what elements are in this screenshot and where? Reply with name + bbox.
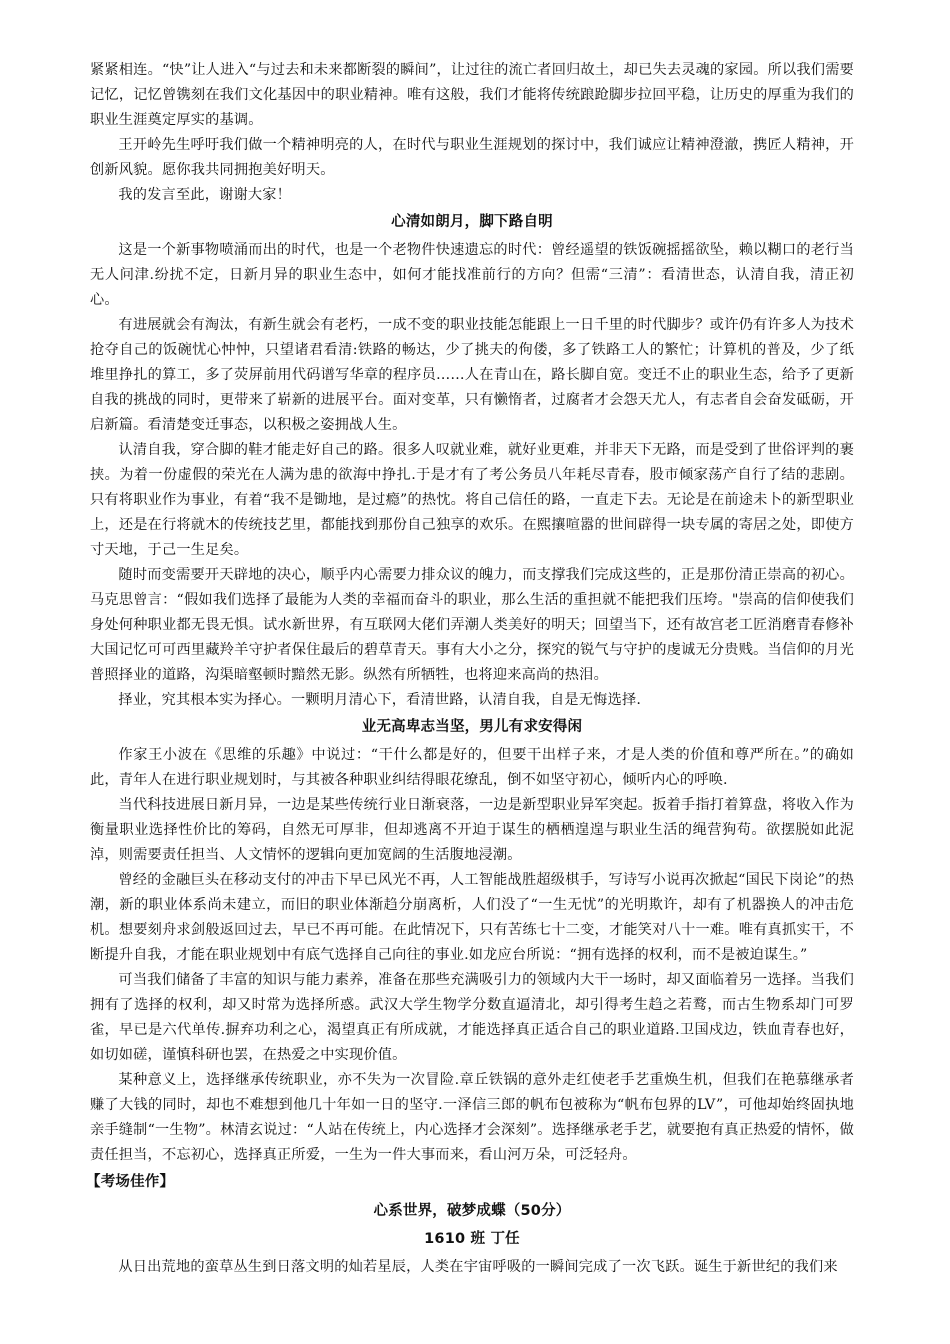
- essay-title-1: 心清如朗月，脚下路自明: [391, 214, 553, 230]
- paragraph: 曾经的金融巨头在移动支付的冲击下早已风光不再，人工智能战胜超级棋手，写诗写小说再次掀起“国民下岗论”的热潮，新的职业体系尚未建立，而旧的职业体渐趋分崩离析，人们没了“一生无忧”的光明欺许，却有了机器换人的冲击危机。想要刻舟求剑般返回过去，早已不再可能。在此情况下，只有苦练七十二变，才能笑对八十一难。唯有真抓实干，不断提升自我，才能在职业规划中有底气选择自己向往的事业.如龙应台所说：“拥有选择的权利，而不是被迫谋生。”: [90, 872, 854, 963]
- paragraph: 当代科技进展日新月异，一边是某些传统行业日渐衰落，一边是新型职业异军突起。扳着手指打着算盘，将收入作为衡量职业选择性价比的筹码，自然无可厚非，但却逃离不开迫于谋生的栖栖遑遑与职业生活的绳营狗苟。欲摆脱如此泥淖，则需要责任担当、人文情怀的逻辑向更加宽阔的生活腹地浸潮。: [90, 797, 854, 863]
- paragraph: 这是一个新事物喷涌而出的时代，也是一个老物件快速遗忘的时代：曾经遥望的铁饭碗摇摇欲坠，赖以糊口的老行当无人问津.纷扰不定，日新月异的职业生态中，如何才能找准前行的方向？但需“三清”：看清世态，认清自我，清正初心。: [90, 242, 854, 308]
- paragraph: 认清自我，穿合脚的鞋才能走好自己的路。很多人叹就业难，就好业更难，并非天下无路，而是受到了世俗评判的裹挟。为着一份虚假的荣光在人满为患的欲海中挣扎.于是才有了考公务员八年耗尽青春，股市倾家荡产自行了结的悲剧。只有将职业作为事业，有着“我不是锄地，是过瘾”的热忱。将自己信任的路，一直走下去。无论是在前途未卜的新型职业上，还是在行将就木的传统技艺里，都能找到那份自己独享的欢乐。在熙攘喧嚣的世间辟得一块专属的寄居之处，即使方寸天地，于己一生足矣。: [90, 442, 854, 558]
- paragraph: 可当我们储备了丰富的知识与能力素养，准备在那些充满吸引力的领域内大干一场时，却又面临着另一选择。当我们拥有了选择的权利，却又时常为选择所惑。武汉大学生物学分数直逼清北，却引得考生趋之若鹜，而古生物系却门可罗雀，早已是六代单传.摒弃功利之心，渴望真正有所成就，才能选择真正适合自己的职业道路.卫国戍边，铁血青春也好，如切如磋，谨慎科研也罢，在热爱之中实现价值。: [90, 972, 854, 1063]
- paragraph: 择业，究其根本实为择心。一颗明月清心下，看清世路，认清自我，自是无悔选择.: [118, 692, 642, 708]
- paragraph: 从日出荒地的蛮草丛生到日落文明的灿若星辰，人类在宇宙呼吸的一瞬间完成了一次飞跃。诞生于新世纪的我们来: [118, 1259, 838, 1275]
- essay-title-3: 心系世界，破梦成蝶（50分）: [373, 1203, 571, 1219]
- paragraph: 某种意义上，选择继承传统职业，亦不失为一次冒险.章丘铁锅的意外走红使老手艺重焕生机，但我们在艳慕继承者赚了大钱的同时，却也不难想到他几十年如一日的坚守.一泽信三郎的帆布包被称为“帆布包界的LV”，可他却始终固执地亲手缝制“一生物”。林清玄说过：“人站在传统上，内心选择才会深刻”。选择继承老手艺，就要抱有真正热爱的情怀，做责任担当，不忘初心，选择真正所爱，一生为一件大事而来，看山河万朵，可泛轻舟。: [90, 1072, 854, 1163]
- essay-title-2: 业无高卑志当坚，男儿有求安得闲: [361, 719, 583, 735]
- paragraph-continued: 紧紧相连。“快”让人进入“与过去和未来都断裂的瞬间”，让过往的流亡者回归故土，却已失去灵魂的家园。所以我们需要记忆，记忆曾镌刻在我们文化基因中的职业精神。唯有这般，我们才能将传统踉跄脚步拉回平稳，让历史的厚重为我们的职业生涯奠定厚实的基调。: [90, 62, 854, 128]
- paragraph: 有进展就会有淘汰，有新生就会有老朽，一成不变的职业技能怎能跟上一日千里的时代脚步？或许仍有许多人为技术抢夺自己的饭碗忧心忡忡，只望诸君看清:铁路的畅达，少了挑夫的佝偻，多了铁路工人的繁忙；计算机的普及，少了纸堆里挣扎的算工，多了荧屏前用代码谱写华章的程序员……人在青山在，路长脚自宽。变迁不止的职业生态，给予了更新自我的挑战的同时，更带来了崭新的进展平台。面对变革，只有懒惰者，过腐者才会怨天尤人，有志者自会奋发砥砺，开启新篇。看清楚变迁事态，以积极之姿拥战人生。: [90, 317, 854, 433]
- section-label: 【考场佳作】: [86, 1174, 175, 1190]
- paragraph: 随时而变需要开天辟地的决心，顺乎内心需要力排众议的魄力，而支撑我们完成这些的，正是那份清正崇高的初心。马克思曾言：“假如我们选择了最能为人类的幸福而奋斗的职业，那么生活的重担就不能把我们压垮。"崇高的信仰使我们身处何种职业都无畏无惧。试水新世界，有互联网大佬们弄潮人类美好的明天；回望当下，还有故宫老工匠消磨青春修补大国记忆可可西里藏羚羊守护者保住最后的碧草青天。事有大小之分，探究的锐气与守护的虔诚无分贵贱。当信仰的月光普照择业的道路，沟渠暗壑顿时黯然无影。纵然有所牺牲，也将迎来高尚的热泪。: [90, 567, 854, 683]
- paragraph: 作家王小波在《思维的乐趣》中说过：“干什么都是好的，但要干出样子来，才是人类的价值和尊严所在。”的确如此，青年人在进行职业规划时，与其被各种职业纠结得眼花缭乱，倒不如坚守初心，倾听内心的呼唤.: [90, 747, 854, 788]
- paragraph-closing: 我的发言至此，谢谢大家！: [118, 187, 292, 203]
- essay-author: 1610 班 丁任: [424, 1231, 520, 1247]
- paragraph: 王开岭先生呼吁我们做一个精神明亮的人，在时代与职业生涯规划的探讨中，我们诚应让精神澄澈，携匠人精神，开创新风貌。愿你我共同拥抱美好明天。: [90, 137, 854, 178]
